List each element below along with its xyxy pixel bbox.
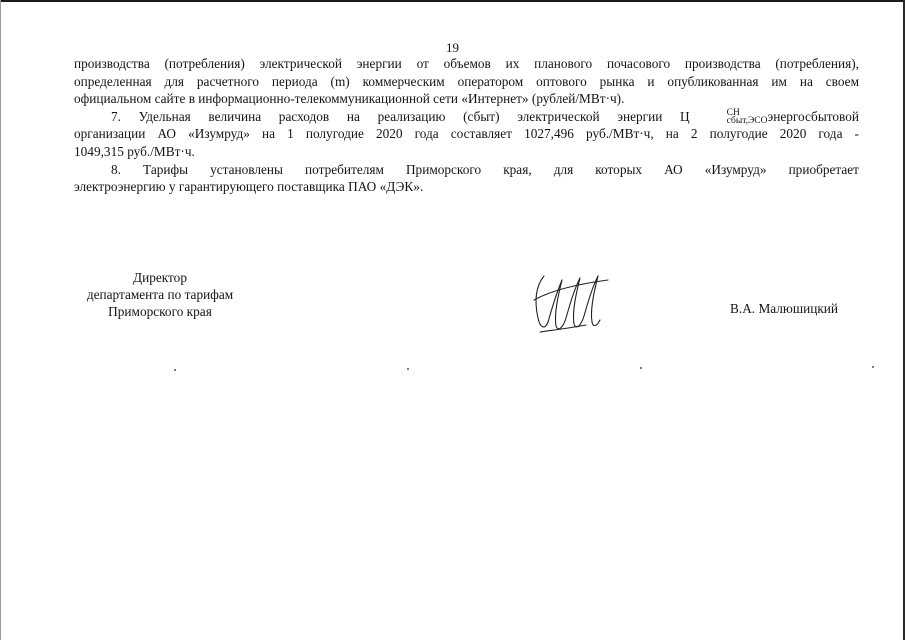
paragraph-7-line: [74, 108, 859, 126]
page-number: 19: [446, 40, 459, 55]
paragraph-8-line: 8. Тарифы установлены потребителям Приморского края, для которых АО «Изумруд» приобретает: [111, 161, 859, 177]
paragraph-7-text: энергосбытовой: [767, 108, 859, 124]
scan-speck: [640, 367, 642, 369]
price-symbol-indices: [690, 109, 768, 125]
symbol-subscript: сбыт,ЭСО: [726, 115, 768, 126]
handwritten-signature: [530, 270, 610, 335]
signatory-title: [60, 269, 260, 320]
body-line: электроэнергию у гарантирующего поставщика ПАО «ДЭК».: [74, 179, 424, 195]
body-line: определенная для расчетного периода (m) коммерческим оператором оптового рынка и опубликованная им на своем: [74, 73, 859, 89]
document-body: [74, 55, 859, 196]
scan-speck: [174, 369, 176, 371]
body-line: 1049,315 руб./МВт·ч.: [74, 143, 195, 159]
signatory-department: департамента по тарифам: [86, 287, 234, 302]
signatory-region: Приморского края: [108, 304, 212, 319]
scan-speck: [872, 366, 874, 368]
signatory-position: Директор: [133, 270, 187, 285]
signatory-name: В.А. Малюшицкий: [730, 301, 839, 316]
body-line: организации АО «Изумруд» на 1 полугодие 2020 года составляет 1027,496 руб./МВт·ч, на 2 полугодие 2020 года -: [74, 126, 859, 142]
body-line: производства (потребления) электрической энергии от объемов их планового почасового производства (потребления),: [74, 56, 859, 71]
scan-speck: [407, 368, 409, 370]
body-line: официальном сайте в информационно-телекоммуникационной сети «Интернет» (рублей/МВт·ч).: [74, 91, 625, 107]
scan-border-left: [0, 0, 1, 640]
paragraph-7-text: 7. Удельная величина расходов на реализацию (сбыт) электрической энергии Ц: [111, 108, 690, 124]
scan-border-top: [0, 0, 905, 2]
symbol-superscript: СН: [726, 107, 740, 118]
